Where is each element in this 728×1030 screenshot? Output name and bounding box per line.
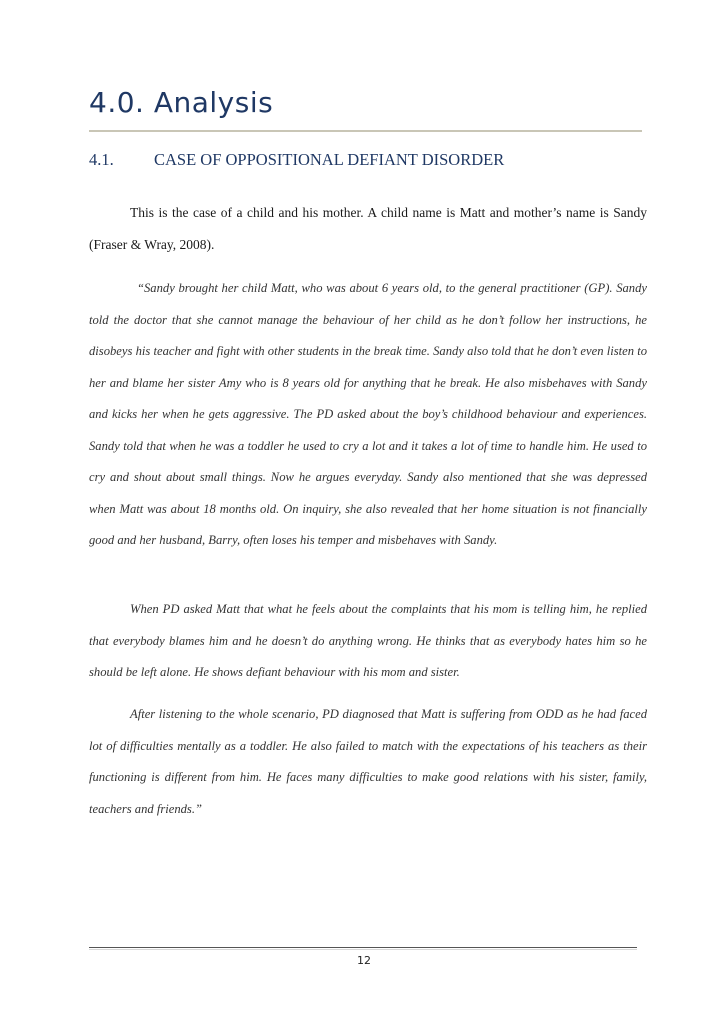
case-quote-paragraph-3: After listening to the whole scenario, PD diagnosed that Matt is suffering from ODD as he had faced lot of difficulties mentally as a toddler. He also failed to match with the expectations of his teachers as their functioning is different from him. He faces many difficulties to make good relations with his sister, family, teachers and friends.” — [89, 707, 647, 816]
footer-rule-shadow — [89, 949, 637, 950]
heading-underline — [89, 130, 642, 132]
footer-rule — [89, 947, 637, 948]
intro-paragraph: This is the case of a child and his mother. A child name is Matt and mother’s name is Sandy (Fraser & Wray, 2008). — [89, 205, 647, 252]
case-quote-paragraph-1: “Sandy brought her child Matt, who was about 6 years old, to the general practitioner (GP). Sandy told the doctor that she cannot manage the behaviour of her child as he don’t follow her instructions, he disobeys his teacher and fight with other students in the break time. Sandy also told that he don’t even listen to her and blame her sister Amy who is 8 years old for anything that he break. He also misbehaves with Sandy and kicks her when he gets aggressive. The PD asked about the boy’s childhood behaviour and experiences. Sandy told that when he was a toddler he used to cry a lot and it takes a lot of time to handle him. He used to cry and shout about small things. Now he argues everyday. Sandy also mentioned that she was depressed when Matt was about 18 months old. On inquiry, she also revealed that her home situation is not financially good and her husband, Barry, often loses his temper and misbehaves with Sandy. — [89, 281, 647, 547]
subsection-heading — [89, 150, 649, 170]
case-quote-paragraph-2: When PD asked Matt that what he feels about the complaints that his mom is telling him, he replied that everybody blames him and he doesn’t do anything wrong. He thinks that as everybody hates him so he should be left alone. He shows defiant behaviour with his mom and sister. — [89, 602, 647, 679]
subsection-title: CASE OF OPPOSITIONAL DEFIANT DISORDER — [154, 150, 505, 169]
section-heading: 4.0. Analysis — [89, 86, 274, 119]
page-number: 12 — [357, 954, 371, 967]
subsection-number: 4.1. — [89, 150, 114, 169]
